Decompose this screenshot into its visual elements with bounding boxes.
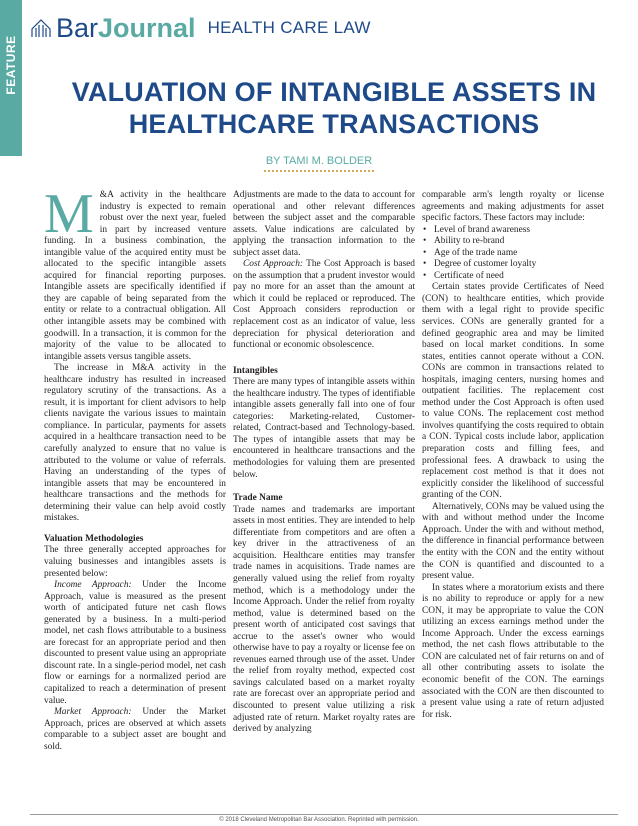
list-item: • Certificate of need xyxy=(432,271,604,283)
list-item: • Age of the trade name xyxy=(432,248,604,260)
paragraph: Certain states provide Certificates of Need (CON) to healthcare entities, which provide them with a legal right to provide specific services. CONs are generally granted for a defined geographic area and may be limited based on local market conditions. In some states, entities cannot operate without a CON. CONs are common in transactions related to hospitals, imaging centers, nursing homes and outpatient facilities. The replacement cost method under the Cost Approach is often used to value CONs. The replacement cost method involves quantifying the costs required to obtain a CON. Typical costs include labor, application preparation costs and filling fees, and professional fees. A drawback to using the replacement cost method is that it does not explicitly consider the likelihood of successful granting of the CON. xyxy=(422,282,604,501)
article-title xyxy=(30,76,638,140)
column-1 xyxy=(44,183,226,753)
section-heading: Intangibles xyxy=(233,365,278,376)
column-3 xyxy=(422,190,604,721)
paragraph: Trade names and trademarks are important assets in most entities. They are intended to help differentiate from competitors and are often a key driver in the attractiveness of an acquisition. Healthcare entities may transfer trade names in acquisitions. Trade names are generally valued using the relief from royalty method, which is a methodology under the Income Approach. Under the relief from royalty method, value is determined based on the present worth of anticipated cost savings that accrue to the asset's owner who would otherwise have to pay a royalty or license fee on revenues earned through use of the asset. Under the relief from royalty method, expected cost savings calculated based on a market royalty rate are forecast over an appropriate period and discounted to present value utilizing a risk adjusted rate of return. Market royalty rates are derived by analyzing xyxy=(233,504,415,735)
feature-tab xyxy=(0,0,22,156)
paragraph xyxy=(44,707,226,753)
paragraph: The increase in M&A activity in the healthcare industry has resulted in increased regulatory scrutiny of the transactions. As a result, it is important for client advisors to help clients navigate the various issues to maintain compliance. In particular, payments for assets acquired in a healthcare transaction need to be carefully analyzed to ensure that no value is attributed to the volume or value of referrals. Having an understanding of the types of intangible assets that may be encountered in healthcare transactions and the methods for determining their value can help avoid costly mistakes. xyxy=(44,363,226,524)
byline: BY TAMI M. BOLDER xyxy=(265,155,373,167)
feature-label: FEATURE xyxy=(4,35,18,95)
paragraph-text: Under the Market Approach, prices are observed at which assets comparable to a subject asset are bought and sold. xyxy=(44,707,226,752)
byline-divider xyxy=(264,170,374,172)
drop-cap: M xyxy=(44,183,94,245)
paragraph xyxy=(233,259,415,351)
factor-list xyxy=(422,225,604,283)
paragraph: In states where a moratorium exists and there is no ability to reproduce or apply for a new CON, it may be appropriate to value the CON utilizing an excess earnings method under the Income Approach. Under the excess earnings method, the net cash flows attributable to the CON are calculated net of fair returns on and of all other contributing assets to isolate the economic benefit of the CON. The earnings associated with the CON are then discounted to a present value using a rate of return adjusted for risk. xyxy=(422,582,604,720)
title-line-1: VALUATION OF INTANGIBLE ASSETS IN xyxy=(71,77,597,107)
paragraph: comparable arm's length royalty or license agreements and making adjustments for asset specific factors. These factors may include: xyxy=(422,190,604,224)
paragraph: Adjustments are made to the data to account for operational and other relevant differences between the subject asset and the comparable assets. Value indications are calculated by applying the transaction information to the subject asset data. xyxy=(233,190,415,258)
approach-label: Market Approach: xyxy=(54,707,132,718)
section-heading: Valuation Methodologies xyxy=(44,533,144,544)
copyright-footer: © 2018 Cleveland Metropolitan Bar Association. Reprinted with permission. xyxy=(219,817,419,823)
paragraph-text: The Cost Approach is based on the assumption that a prudent investor would pay no more for an asset than the amount at which it could be replaced or reproduced. The Cost Approach considers reproduction or replacement cost as an indicator of value, less depreciation for physical deterioration and functional or economic obsolescence. xyxy=(233,259,415,351)
masthead xyxy=(30,8,371,48)
paragraph: Alternatively, CONs may be valued using the with and without method under the Income Approach. Under the with and without method, the difference in financial performance between the entity with the CON and the entity without the CON is quantified and discounted to a present value. xyxy=(422,501,604,582)
approach-label: Income Approach: xyxy=(54,580,132,591)
columns-logo-icon xyxy=(30,17,52,39)
paragraph: &A activity in the healthcare industry is expected to remain robust over the next year, fueled in part by increased venture funding. In a business combination, the intangible value of the acquired entity must be allocated to the specific intangible assets acquired for financial reporting purposes. Intangible assets are specifically identified if they are capable of being separated from the entity or relate to a contractual obligation. All other intangible assets may be combined with goodwill. In a transaction, it is common for the majority of the value to be allocated to intangible assets versus tangible assets. xyxy=(44,190,226,362)
paragraph: The three generally accepted approaches for valuing businesses and intangibles assets is presented below: xyxy=(44,545,226,579)
list-item: • Ability to re-brand xyxy=(432,236,604,248)
list-item: • Level of brand awareness xyxy=(432,225,604,237)
title-line-2: HEALTHCARE TRANSACTIONS xyxy=(128,109,540,139)
paragraph xyxy=(44,580,226,707)
logo-bar-text: Bar xyxy=(56,12,99,43)
footer-divider xyxy=(30,814,618,815)
column-2 xyxy=(233,190,415,736)
approach-label: Cost Approach: xyxy=(243,259,304,270)
list-item: • Degree of customer loyalty xyxy=(432,259,604,271)
section-heading: Trade Name xyxy=(233,493,283,504)
section-label: HEALTH CARE LAW xyxy=(207,18,371,37)
logo-journal-text: Journal xyxy=(98,12,196,43)
paragraph-text: Under the Income Approach, value is measured as the present worth of anticipated future net cash flows generated by a business. In a multi-period model, net cash flows attributable to a business are forecast for an appropriate period and then discounted to present value using an appropriate discount rate. In a single-period model, net cash flow or earnings for a normalized period are capitalized to reach a determination of present value. xyxy=(44,580,226,706)
paragraph: There are many types of intangible assets within the healthcare industry. The types of identifiable intangible assets generally fall into one of four categories: Marketing-related, Customer-related, Contract-based and Technology-based. The types of intangible assets that may be encountered in healthcare transactions and the methodologies for valuing them are presented below. xyxy=(233,377,415,480)
